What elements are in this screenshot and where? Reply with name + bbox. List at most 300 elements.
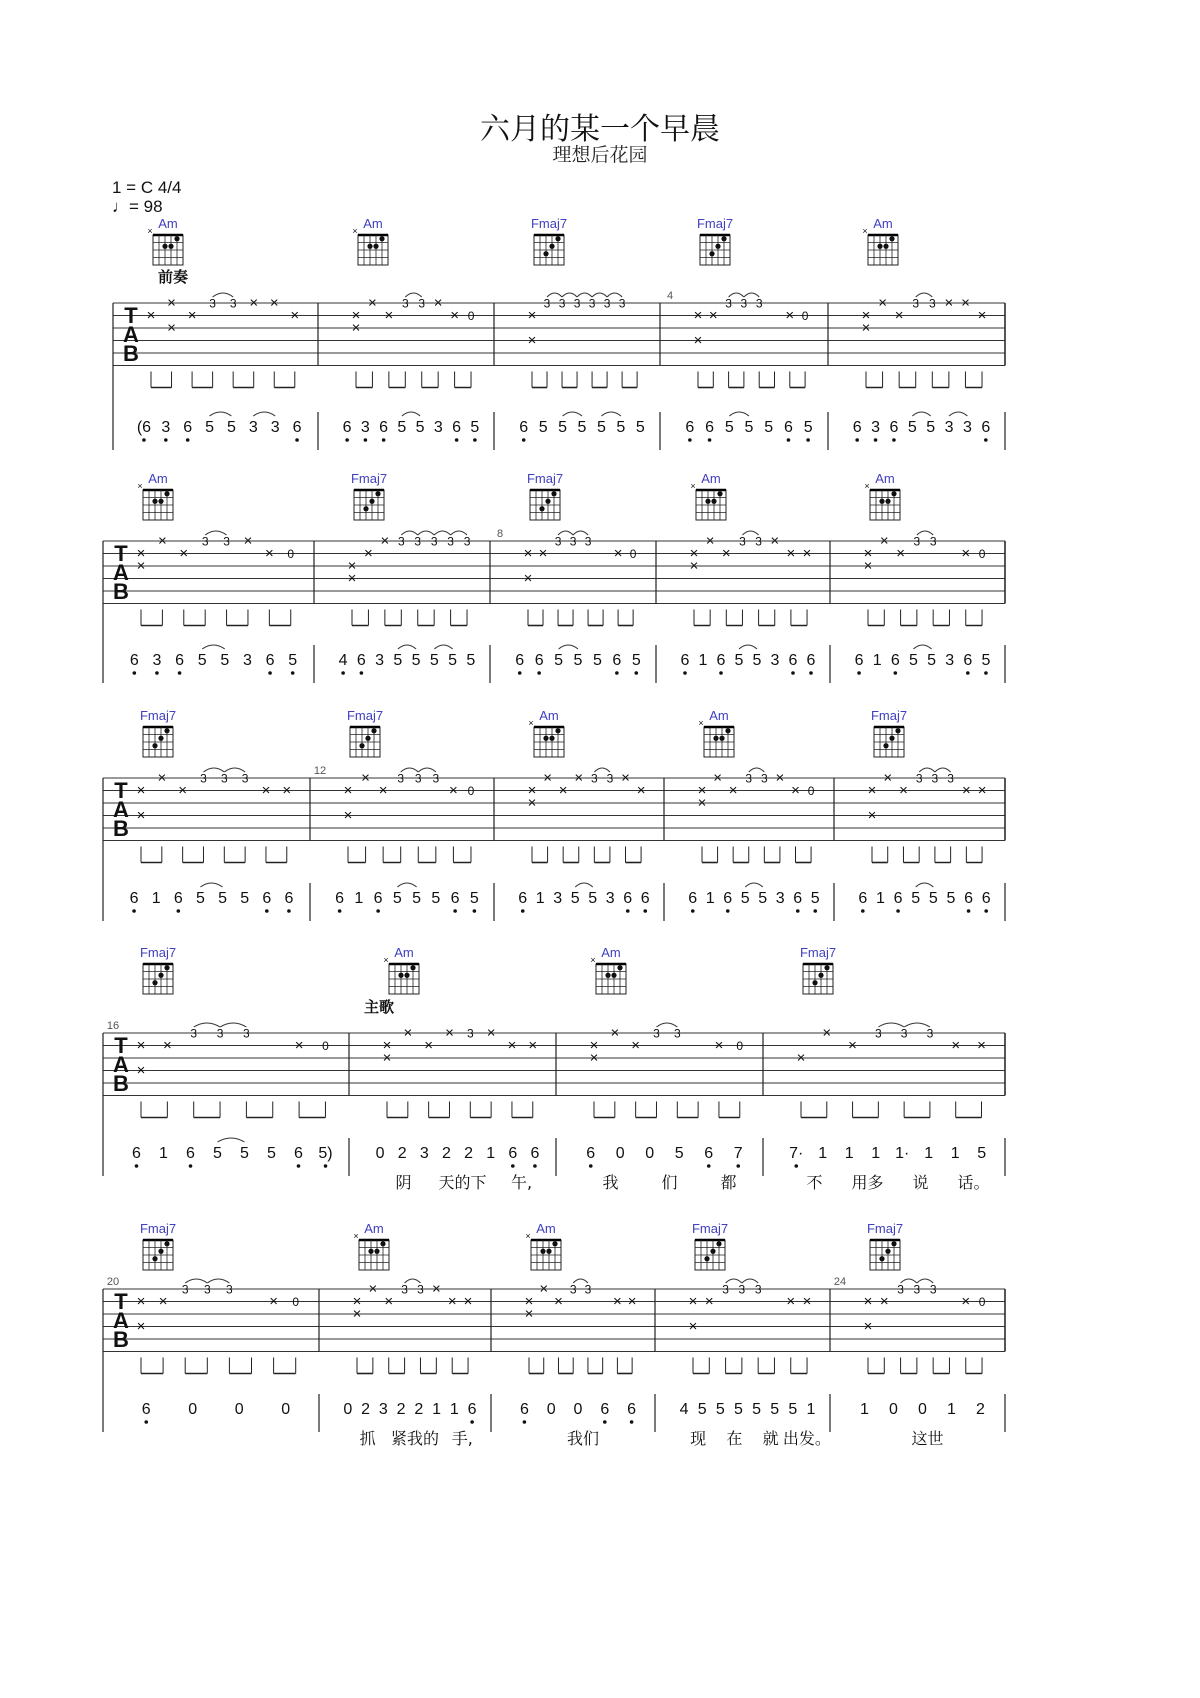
jianpu-note: 6 xyxy=(723,890,733,907)
octave-dot xyxy=(376,909,380,913)
jianpu-note: 5 xyxy=(764,419,774,436)
chord-name: Fmaj7 xyxy=(526,471,564,486)
tab-system xyxy=(103,708,1005,921)
tab-note: 3 xyxy=(590,771,598,786)
chord-name: Am xyxy=(601,945,621,960)
tab-note: × xyxy=(689,545,699,562)
tab-clef-letter: B xyxy=(113,1071,129,1096)
jianpu-note: 6 xyxy=(518,890,528,907)
octave-dot xyxy=(787,438,791,442)
chord-finger-dot xyxy=(404,973,409,978)
tab-system xyxy=(103,1221,1005,1448)
tab-note: × xyxy=(486,1024,496,1042)
tab-note: × xyxy=(282,782,292,799)
octave-dot xyxy=(360,671,364,675)
tab-note: × xyxy=(977,1037,986,1054)
jianpu-note: 5 xyxy=(393,652,403,669)
chord-name: Fmaj7 xyxy=(346,708,384,723)
chord-name: Am xyxy=(364,1221,384,1236)
measure xyxy=(107,945,349,1176)
chord-diagram xyxy=(350,727,380,757)
tab-note: × xyxy=(705,532,715,550)
tab-note: × xyxy=(447,1293,457,1310)
octave-dot xyxy=(984,909,988,913)
tab-note: × xyxy=(380,532,390,550)
chord-finger-dot xyxy=(371,728,376,733)
jianpu-note: 3 xyxy=(770,652,780,669)
lyric-text: 午, xyxy=(510,1173,533,1192)
tab-note: × xyxy=(527,782,537,799)
jianpu-note: 6 xyxy=(294,1145,303,1162)
chord-finger-dot xyxy=(545,499,550,504)
measure xyxy=(339,471,490,683)
jianpu-note: 6 xyxy=(356,652,366,669)
octave-dot xyxy=(603,1420,607,1424)
chord-name: Am xyxy=(536,1221,556,1236)
octave-dot xyxy=(707,1164,711,1168)
jianpu-note: 6 xyxy=(175,652,185,669)
tab-note: × xyxy=(136,545,146,562)
chord-name: Fmaj7 xyxy=(696,216,734,231)
tab-note: × xyxy=(802,1293,812,1310)
chord-finger-dot xyxy=(152,1256,157,1261)
chord-diagram xyxy=(530,490,560,520)
tab-note: × xyxy=(558,782,568,799)
measure-number: 12 xyxy=(313,765,327,777)
jianpu-note: 5 xyxy=(803,419,813,436)
tab-note: × xyxy=(463,1293,473,1310)
jianpu-note: 5 xyxy=(195,890,205,907)
chord-finger-dot xyxy=(398,973,403,978)
tab-note: 0 xyxy=(292,1295,300,1309)
jianpu-note: 5 xyxy=(733,1401,743,1418)
jianpu-note: 6 xyxy=(373,890,383,907)
octave-dot xyxy=(144,1420,148,1424)
tab-note: × xyxy=(863,557,873,575)
tab-note: × xyxy=(382,1037,392,1054)
muted-string-mark: × xyxy=(383,955,389,965)
slur-arc xyxy=(559,645,578,649)
tab-note: × xyxy=(796,1049,806,1067)
jianpu-note: 0 xyxy=(645,1145,655,1162)
tab-note: × xyxy=(528,1037,538,1054)
lyric-text: 不 xyxy=(806,1173,823,1192)
tab-note: × xyxy=(167,294,176,312)
chord-diagram xyxy=(803,964,833,994)
lyric-text: 用多 xyxy=(851,1173,884,1192)
chord-diagram xyxy=(143,1240,173,1270)
jianpu-note: 6 xyxy=(467,1401,477,1418)
jianpu-note: 0 xyxy=(615,1145,625,1162)
jianpu-note: 1 xyxy=(947,1401,956,1418)
tab-note: × xyxy=(449,782,458,799)
tab-note: × xyxy=(146,307,156,324)
jianpu-note: 5 xyxy=(558,419,568,436)
jianpu-note: 5 xyxy=(752,1401,762,1418)
tab-note: 3 xyxy=(558,296,566,311)
tab-note: 3 xyxy=(241,771,249,786)
tab-note: 3 xyxy=(201,534,209,549)
chord-finger-dot xyxy=(546,1249,551,1254)
tab-note: × xyxy=(574,769,584,787)
chord-finger-dot xyxy=(539,506,544,511)
jianpu-note: 5 xyxy=(577,419,587,436)
slur-arc xyxy=(202,645,225,649)
jianpu-note: 3 xyxy=(270,419,280,436)
octave-dot xyxy=(589,1164,593,1168)
jianpu-note: 5 xyxy=(635,419,645,436)
muted-string-mark: × xyxy=(147,226,153,236)
tab-note: 3 xyxy=(401,296,409,311)
tab-note: 3 xyxy=(447,534,454,549)
chord-finger-dot xyxy=(879,1256,884,1261)
chord-diagram xyxy=(383,955,419,994)
octave-dot xyxy=(133,671,137,675)
tab-note: × xyxy=(136,807,146,824)
jianpu-note: 2 xyxy=(441,1145,451,1162)
chord-finger-dot xyxy=(549,736,554,741)
slur-arc xyxy=(218,1138,245,1142)
lyric-text: 话。 xyxy=(957,1173,990,1192)
octave-dot xyxy=(470,1420,474,1424)
jianpu-note: 6 xyxy=(335,890,345,907)
jianpu-note: 1 xyxy=(872,652,882,669)
jianpu-note: 5 xyxy=(810,890,820,907)
octave-dot xyxy=(630,1420,634,1424)
tab-note: 3 xyxy=(430,534,438,549)
jianpu-note: 3 xyxy=(152,652,162,669)
octave-dot xyxy=(726,909,730,913)
jianpu-note: 6 xyxy=(688,890,698,907)
chord-diagram xyxy=(862,226,898,265)
tab-note: × xyxy=(507,1037,517,1054)
slur-arc xyxy=(739,645,757,649)
jianpu-note: 2 xyxy=(396,1401,406,1418)
tab-note: × xyxy=(343,782,353,799)
tab-note: × xyxy=(714,1037,724,1054)
chord-diagram xyxy=(874,727,904,757)
octave-dot xyxy=(615,671,619,675)
chord-finger-dot xyxy=(605,973,610,978)
jianpu-note: 5 xyxy=(205,419,215,436)
jianpu-note: 3 xyxy=(375,652,385,669)
octave-dot xyxy=(186,438,190,442)
jianpu-note: 5 xyxy=(466,652,476,669)
lyric-text: 天的下 xyxy=(438,1173,487,1192)
muted-string-mark: × xyxy=(352,226,358,236)
tab-note: × xyxy=(136,1037,146,1054)
tab-note: 0 xyxy=(801,309,809,323)
jianpu-note: 0 xyxy=(375,1145,385,1162)
tab-note: 3 xyxy=(220,771,228,786)
lyric-text: 们 xyxy=(661,1173,678,1192)
jianpu-note: 5 xyxy=(616,419,626,436)
tab-note: 3 xyxy=(673,1026,681,1041)
tab-note: 3 xyxy=(947,771,954,786)
tab-note: 0 xyxy=(736,1039,744,1053)
tab-note: 3 xyxy=(926,1026,934,1041)
chord-finger-dot xyxy=(158,736,163,741)
tab-note: 3 xyxy=(418,296,426,311)
chord-finger-dot xyxy=(168,244,173,249)
jianpu-note: 2 xyxy=(464,1145,474,1162)
jianpu-note: 6 xyxy=(292,419,302,436)
chord-name: Am xyxy=(394,945,414,960)
tab-note: 3 xyxy=(190,1026,198,1041)
slur-arc xyxy=(398,645,416,649)
jianpu-note: 5 xyxy=(415,419,425,436)
chord-finger-dot xyxy=(891,1241,896,1246)
octave-dot xyxy=(142,438,146,442)
measure xyxy=(688,708,834,921)
chord-finger-dot xyxy=(824,965,829,970)
chord-name: Am xyxy=(873,216,893,231)
jianpu-note: 0 xyxy=(188,1401,198,1418)
tab-clef-letter: A xyxy=(113,1052,129,1077)
tab-note: × xyxy=(770,532,780,550)
tab-note: 3 xyxy=(653,1026,660,1041)
jianpu-note: 3 xyxy=(378,1401,388,1418)
measure xyxy=(667,216,828,450)
tab-note: × xyxy=(961,545,971,562)
tab-note: × xyxy=(786,1293,796,1310)
jianpu-note: 3 xyxy=(553,890,563,907)
tab-note: × xyxy=(378,782,388,799)
jianpu-note: 1 xyxy=(698,652,708,669)
jianpu-note: 3 xyxy=(871,419,881,436)
jianpu-note: 6 xyxy=(852,419,862,436)
tab-note: 3 xyxy=(243,1026,250,1041)
tab-note: × xyxy=(382,1049,392,1067)
octave-dot xyxy=(189,1164,193,1168)
tab-note: 3 xyxy=(745,771,753,786)
tab-note: 3 xyxy=(931,771,939,786)
tab-note: × xyxy=(879,532,889,550)
jianpu-note: 1 xyxy=(818,1145,828,1162)
tab-clef-letter: B xyxy=(123,341,139,366)
slur-arc xyxy=(729,412,749,416)
tab-clef-letter: A xyxy=(113,797,129,822)
octave-dot xyxy=(287,909,291,913)
tab-note: × xyxy=(162,1037,172,1054)
jianpu-note: 5 xyxy=(740,890,750,907)
octave-dot xyxy=(708,438,712,442)
tab-note: × xyxy=(351,319,361,337)
chord-diagram xyxy=(143,964,173,994)
jianpu-note: (6 xyxy=(136,419,152,436)
tab-note: × xyxy=(689,557,699,575)
tab-note: × xyxy=(368,294,377,312)
jianpu-note: 3 xyxy=(605,890,615,907)
jianpu-note: 5 xyxy=(267,1145,276,1162)
jianpu-note: 6 xyxy=(716,652,726,669)
jianpu-note: 3 xyxy=(945,652,955,669)
chord-diagram xyxy=(700,235,730,265)
jianpu-note: 5 xyxy=(977,1145,987,1162)
tab-note: × xyxy=(361,769,370,787)
jianpu-note: 5 xyxy=(752,652,762,669)
tab-note: × xyxy=(523,570,533,587)
chord-finger-dot xyxy=(715,244,720,249)
tab-note: × xyxy=(631,1037,641,1054)
lyric-text: 我 xyxy=(602,1173,619,1192)
tab-note: 3 xyxy=(463,534,471,549)
tab-note: 3 xyxy=(209,296,216,311)
octave-dot xyxy=(796,909,800,913)
muted-string-mark: × xyxy=(864,481,870,491)
octave-dot xyxy=(177,909,181,913)
jianpu-note: 2 xyxy=(976,1401,985,1418)
tab-note: × xyxy=(791,782,800,799)
chord-finger-dot xyxy=(375,491,380,496)
chord-name: Fmaj7 xyxy=(139,1221,177,1236)
tab-note: 3 xyxy=(912,296,920,311)
octave-dot xyxy=(857,671,861,675)
tab-note: × xyxy=(708,307,718,324)
tab-note: 3 xyxy=(618,296,626,311)
chord-finger-dot xyxy=(410,965,415,970)
octave-dot xyxy=(155,671,159,675)
tab-note: × xyxy=(861,319,871,337)
measure xyxy=(858,708,1005,921)
tab-note: × xyxy=(878,294,887,312)
tab-note: 3 xyxy=(569,1282,577,1297)
tab-note: × xyxy=(445,1024,454,1042)
jianpu-note: 1 xyxy=(449,1401,459,1418)
octave-dot xyxy=(473,909,477,913)
tab-note: × xyxy=(786,545,796,562)
measure xyxy=(314,708,494,921)
chord-diagram xyxy=(525,1231,561,1270)
octave-dot xyxy=(521,909,525,913)
tab-note: × xyxy=(961,782,971,799)
tab-note: × xyxy=(728,782,738,799)
jianpu-note: 6 xyxy=(129,890,139,907)
tab-clef-letter: T xyxy=(114,541,128,566)
chord-finger-dot xyxy=(721,236,726,241)
measure xyxy=(376,945,556,1192)
muted-string-mark: × xyxy=(353,1231,359,1241)
chord-diagram xyxy=(352,226,388,265)
octave-dot xyxy=(855,438,859,442)
measure xyxy=(586,945,763,1192)
jianpu-note: 1 xyxy=(535,890,545,907)
chord-name: Am xyxy=(363,216,383,231)
tab-note: 3 xyxy=(588,296,596,311)
tab-note: 3 xyxy=(722,1282,729,1297)
jianpu-note: 6 xyxy=(627,1401,637,1418)
key-signature: 1 = C 4/4 xyxy=(112,178,182,197)
jianpu-note: 6 xyxy=(783,419,793,436)
jianpu-note: 5 xyxy=(697,1401,707,1418)
tab-note: 3 xyxy=(401,1282,408,1297)
jianpu-note: 6 xyxy=(534,652,544,669)
slur-arc xyxy=(601,412,620,416)
octave-dot xyxy=(132,909,136,913)
chord-finger-dot xyxy=(152,743,157,748)
tab-note: × xyxy=(343,807,353,824)
jianpu-note: 5 xyxy=(592,652,602,669)
chord-diagram xyxy=(690,481,726,520)
octave-dot xyxy=(297,1164,301,1168)
tab-note: 3 xyxy=(739,534,746,549)
tab-note: 3 xyxy=(216,1026,224,1041)
tab-note: × xyxy=(721,545,731,562)
tab-note: 3 xyxy=(897,1282,904,1297)
chord-finger-dot xyxy=(710,1249,715,1254)
octave-dot xyxy=(874,438,878,442)
tab-note: × xyxy=(261,782,271,799)
jianpu-note: 5 xyxy=(744,419,754,436)
octave-dot xyxy=(966,671,970,675)
jianpu-note: 5 xyxy=(197,652,207,669)
tab-note: 3 xyxy=(229,296,237,311)
jianpu-note: 3 xyxy=(962,419,972,436)
chord-finger-dot xyxy=(543,251,548,256)
tab-note: × xyxy=(977,782,987,799)
measure xyxy=(137,216,318,450)
jianpu-note: 5 xyxy=(734,652,744,669)
jianpu-note: 5 xyxy=(470,419,480,436)
tab-note: × xyxy=(538,545,548,562)
chord-finger-dot xyxy=(359,743,364,748)
chord-diagram xyxy=(695,1240,725,1270)
tab-note: × xyxy=(951,1037,961,1054)
jianpu-note: 5 xyxy=(588,890,598,907)
octave-dot xyxy=(523,1420,527,1424)
measure-number: 8 xyxy=(496,528,504,540)
chord-finger-dot xyxy=(164,1241,169,1246)
measure xyxy=(834,1221,1005,1448)
tab-note: × xyxy=(879,1293,889,1310)
jianpu-note: 3 xyxy=(161,419,171,436)
measure xyxy=(855,471,1005,683)
tab-note: 3 xyxy=(738,1282,746,1297)
chord-diagram xyxy=(137,481,173,520)
jianpu-note: 6 xyxy=(680,652,690,669)
tab-note: 3 xyxy=(203,1282,211,1297)
jianpu-note: 1 xyxy=(151,890,161,907)
muted-string-mark: × xyxy=(590,955,596,965)
tab-note: × xyxy=(384,1293,394,1310)
slur-arc xyxy=(913,645,931,649)
tab-note: × xyxy=(157,769,167,787)
measure-number: 24 xyxy=(833,1276,847,1288)
chord-finger-dot xyxy=(174,236,179,241)
lyric-text: 紧我的 xyxy=(390,1429,440,1448)
slur-arc xyxy=(210,412,232,416)
chord-finger-dot xyxy=(885,1249,890,1254)
octave-dot xyxy=(984,438,988,442)
chord-finger-dot xyxy=(889,736,894,741)
tab-note: × xyxy=(802,545,812,562)
chord-finger-dot xyxy=(709,251,714,256)
jianpu-note: 5 xyxy=(907,419,917,436)
octave-dot xyxy=(791,671,795,675)
jianpu-note: 6 xyxy=(342,419,352,436)
tab-note: × xyxy=(249,294,259,312)
chord-finger-dot xyxy=(162,244,167,249)
jianpu-note: 1 xyxy=(486,1145,496,1162)
jianpu-note: 5 xyxy=(448,652,458,669)
chord-name: Am xyxy=(539,708,559,723)
jianpu-note: 4 xyxy=(679,1401,689,1418)
tab-note: × xyxy=(368,1280,378,1298)
jianpu-note: 5 xyxy=(911,890,921,907)
tab-note: 3 xyxy=(606,771,614,786)
jianpu-note: 0 xyxy=(546,1401,556,1418)
measure xyxy=(789,945,1005,1192)
